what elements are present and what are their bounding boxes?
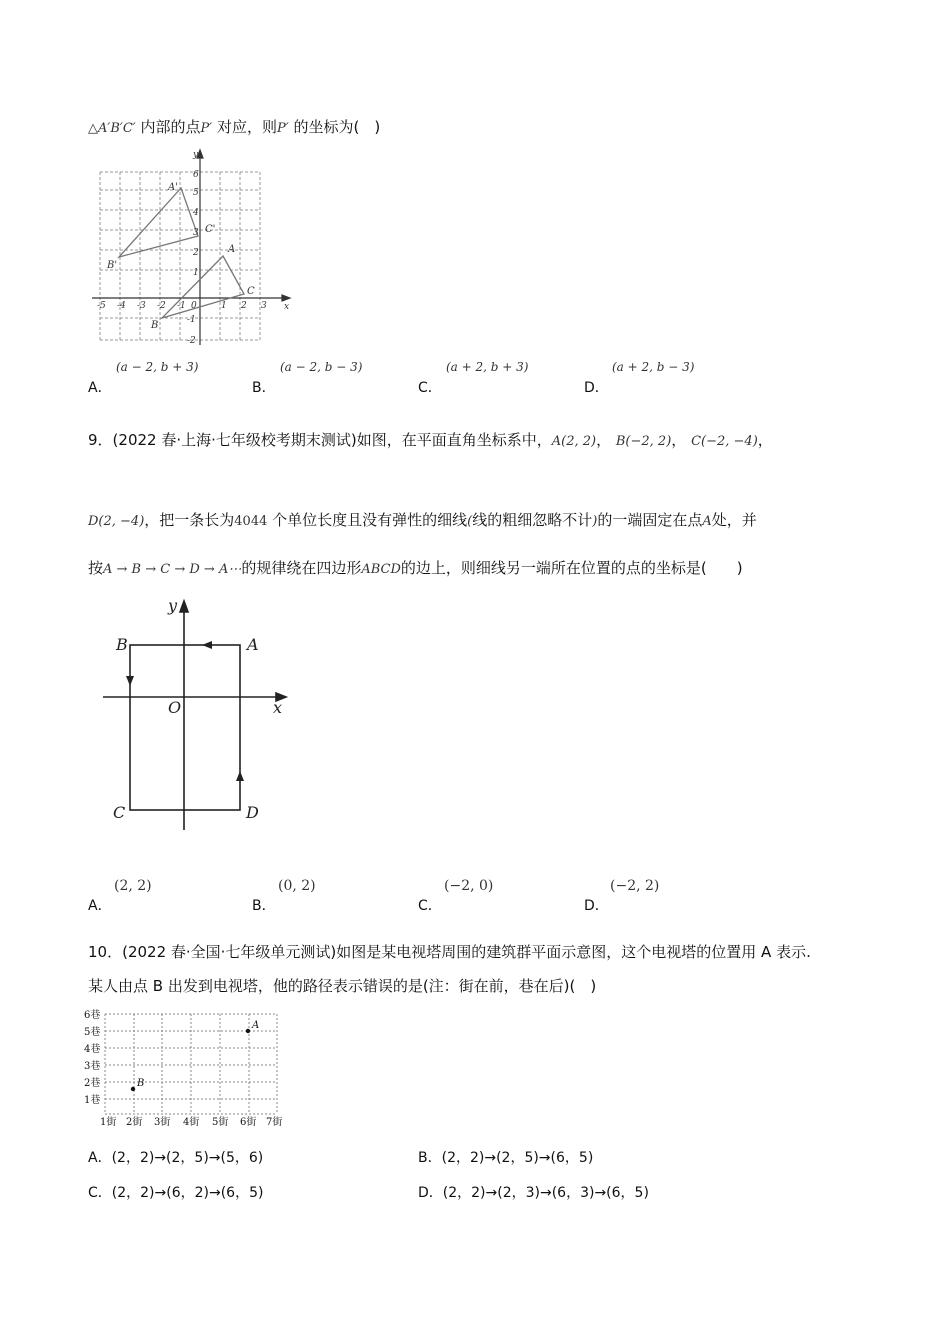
q10-option-d[interactable]: D．(2，2)→(2，3)→(6，3)→(6，5): [418, 1185, 649, 1201]
q9-stem-line2: D(2, −4)，把一条长为4044 个单位长度且没有弹性的细线(线的粗细忽略不计)的一端固定在点A处，并: [88, 511, 757, 529]
arrow-left-icon: [202, 641, 212, 649]
street-label: 7街: [266, 1117, 283, 1128]
point-label-a: A: [228, 244, 236, 255]
q9-stem-line3: 按A → B → C → D → A⋯的规律绕在四边形ABCD的边上，则细线另一端所在位置的点的坐标是( ): [88, 559, 743, 577]
x-tick: 0: [191, 301, 197, 311]
point-label-c: C: [113, 803, 126, 822]
q8-coordinate-figure: [88, 145, 300, 350]
x-tick: 3: [261, 301, 267, 311]
x-tick: -1: [177, 301, 186, 311]
origin-label: O: [168, 698, 182, 717]
point-label-b: B: [137, 1078, 145, 1089]
point-label-b: B: [116, 635, 128, 654]
point-label-c: C: [247, 286, 255, 297]
x-axis-label: x: [284, 302, 290, 312]
q10-stem-line1: 10．(2022 春·全国·七年级单元测试)如图是某电视塔周围的建筑群平面示意图，这个电视塔的位置用 A 表示.: [88, 943, 811, 961]
q9-rectangle-figure: [98, 595, 290, 835]
y-tick: 6: [193, 170, 199, 180]
x-tick: -5: [97, 301, 106, 311]
point-label-a1: A': [168, 182, 178, 193]
lane-label: 3巷: [84, 1061, 101, 1072]
street-label: 4街: [183, 1117, 200, 1128]
y-tick: 5: [193, 188, 199, 198]
lane-label: 4巷: [84, 1044, 101, 1055]
x-tick: 2: [241, 301, 247, 311]
x-tick: -4: [117, 301, 126, 311]
street-label: 6街: [240, 1117, 257, 1128]
triangle-label: △A′B′C′: [88, 121, 136, 136]
y-tick: 4: [193, 208, 199, 218]
q10-option-b[interactable]: B．(2，2)→(2，5)→(6，5): [418, 1150, 594, 1166]
lane-label: 1巷: [84, 1095, 101, 1106]
street-label: 2街: [126, 1117, 143, 1128]
arrow-up-icon: [236, 771, 244, 781]
lane-label: 2巷: [84, 1078, 101, 1089]
street-label: 1街: [100, 1117, 117, 1128]
q10-stem-line2: 某人由点 B 出发到电视塔，他的路径表示错误的是(注：街在前，巷在后)( ): [88, 977, 597, 995]
triangle-abc: [162, 256, 244, 318]
street-label: 5街: [212, 1117, 229, 1128]
point-label-b1: B': [107, 260, 118, 271]
q10-option-c[interactable]: C．(2，2)→(6，2)→(6，5): [88, 1185, 264, 1201]
start-point-b: [131, 1087, 135, 1091]
x-axis-label: x: [273, 698, 283, 717]
lane-label: 6巷: [84, 1010, 101, 1021]
tower-point-a: [246, 1029, 250, 1033]
q8-stem: △A′B′C′ 内部的点P′ 对应，则P′ 的坐标为( ): [88, 118, 381, 136]
point-label-d: D: [246, 803, 259, 822]
x-tick: -3: [137, 301, 146, 311]
x-tick: -2: [157, 301, 166, 311]
y-axis-label: y: [193, 150, 199, 160]
point-label-a: A: [247, 635, 259, 654]
q10-option-a[interactable]: A．(2，2)→(2，5)→(5，6): [88, 1150, 264, 1166]
triangle-a1b1c1: [119, 188, 198, 257]
y-tick: 2: [193, 248, 199, 258]
arrow-down-icon: [126, 676, 134, 686]
y-tick: -2: [187, 336, 196, 346]
y-tick: -1: [187, 315, 196, 325]
y-tick: 1: [193, 268, 199, 278]
point-label-a: A: [252, 1020, 260, 1031]
y-tick: 3: [193, 228, 199, 238]
point-label-b: B: [151, 320, 159, 331]
rectangle-abcd: [130, 645, 240, 810]
q10-street-grid-figure: [84, 1008, 290, 1130]
x-tick: 1: [221, 301, 227, 311]
y-axis-label: y: [168, 596, 178, 615]
street-label: 3街: [154, 1117, 171, 1128]
point-label-c1: C': [205, 224, 216, 235]
lane-label: 5巷: [84, 1027, 101, 1038]
q9-stem-line1: 9．(2022 春·上海·七年级校考期末测试)如图，在平面直角坐标系中，A(2, 2)， B(−2, 2)， C(−2, −4)，: [88, 431, 773, 449]
